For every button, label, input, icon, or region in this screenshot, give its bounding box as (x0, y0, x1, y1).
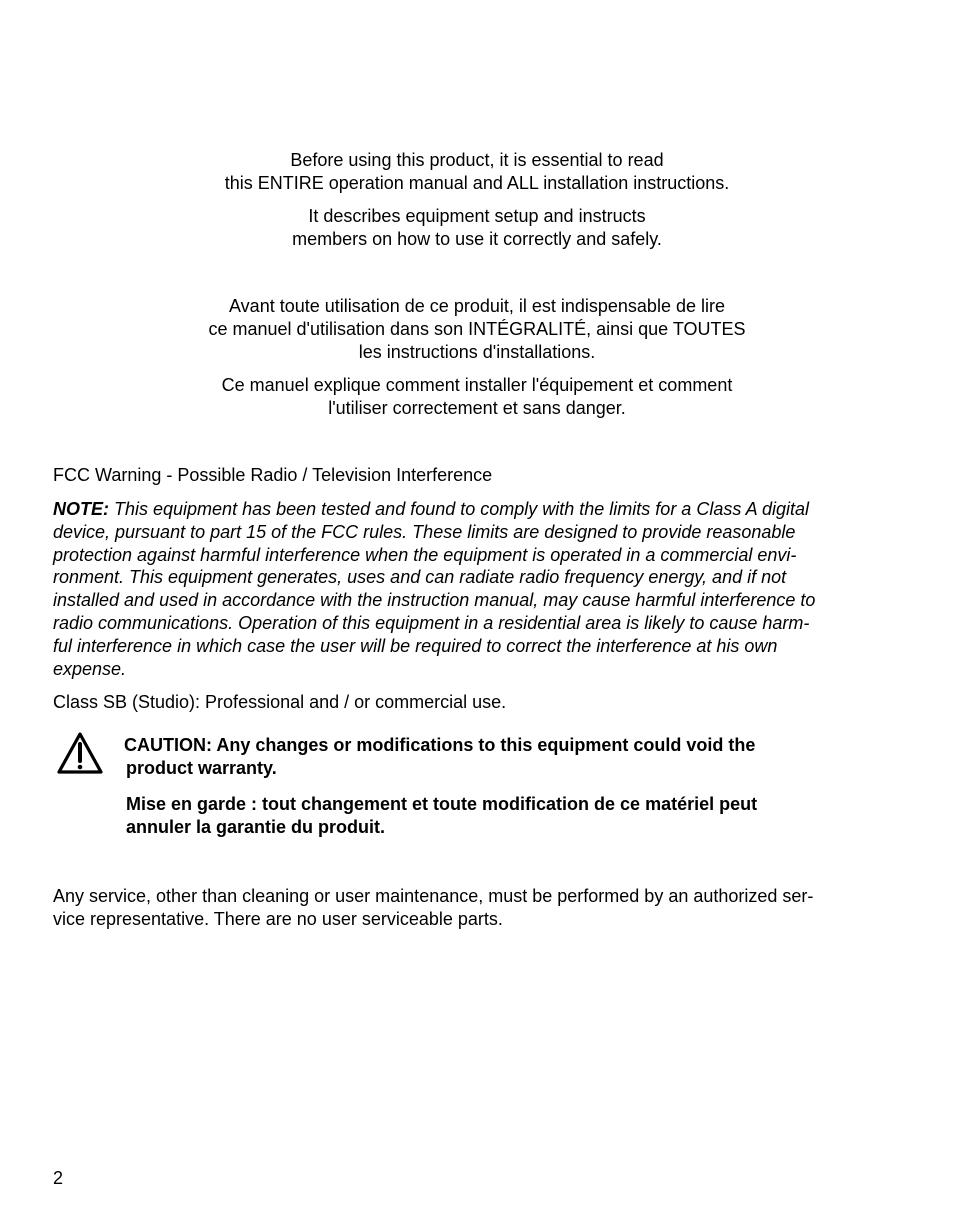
caution-english (124, 734, 824, 780)
fcc-note-line-8: expense. (53, 658, 127, 679)
intro-french-2 (0, 374, 954, 420)
intro-fr-line-3: les instructions d'installations. (358, 342, 596, 362)
fcc-note-line-7: ful interference in which case the user will be required to correct the interference at his own (53, 635, 778, 656)
class-text: Class SB (Studio): Professional and / or commercial use. (53, 692, 507, 712)
fcc-note (53, 498, 893, 680)
class-statement (53, 691, 873, 714)
service-notice (53, 885, 893, 931)
intro-en-line-2: this ENTIRE operation manual and ALL installation instructions. (224, 173, 730, 193)
fcc-heading-text: FCC Warning - Possible Radio / Television Interference (53, 465, 493, 485)
intro-en-line-1: Before using this product, it is essential to read (290, 150, 664, 170)
fcc-note-line-1 (53, 498, 893, 521)
intro-fr-line-2: ce manuel d'utilisation dans son INTÉGRALITÉ, ainsi que TOUTES (208, 319, 746, 339)
intro-fr-line-5: l'utiliser correctement et sans danger. (328, 398, 626, 418)
caution-en-line-2: product warranty. (126, 758, 277, 778)
fcc-note-line-3: protection against harmful interference when the equipment is operated in a commercial envi- (53, 544, 797, 565)
page-number: 2 (53, 1168, 64, 1188)
fcc-note-line-6: radio communications. Operation of this equipment in a residential area is likely to cause harm- (53, 612, 810, 633)
fcc-heading (53, 464, 873, 487)
intro-fr-line-1: Avant toute utilisation de ce produit, il est indispensable de lire (229, 296, 725, 316)
intro-en-line-4: members on how to use it correctly and safely. (292, 229, 662, 249)
caution-fr-line-1: Mise en garde : tout changement et toute modification de ce matériel peut (126, 794, 758, 814)
caution-french (124, 793, 824, 839)
intro-en-line-3: It describes equipment setup and instructs (308, 206, 646, 226)
fcc-note-line-4: ronment. This equipment generates, uses and can radiate radio frequency energy, and if not (53, 567, 787, 588)
intro-english (0, 149, 954, 195)
caution-en-line-1: CAUTION: Any changes or modifications to this equipment could void the (124, 735, 756, 755)
fcc-note-line-2: device, pursuant to part 15 of the FCC rules. These limits are designed to provide reasonable (53, 521, 796, 542)
note-label: NOTE: (53, 499, 109, 519)
service-line-1: Any service, other than cleaning or user maintenance, must be performed by an authorized ser- (53, 886, 814, 906)
intro-french (0, 295, 954, 364)
intro-english-2 (0, 205, 954, 251)
note-line-1-text: This equipment has been tested and found to comply with the limits for a Class A digital (109, 499, 810, 519)
caution-fr-line-2: annuler la garantie du produit. (126, 817, 386, 837)
fcc-note-line-5: installed and used in accordance with the instruction manual, may cause harmful interference to (53, 590, 816, 611)
warning-triangle-icon (56, 731, 104, 775)
intro-fr-line-4: Ce manuel explique comment installer l'équipement et comment (221, 375, 733, 395)
service-line-2: vice representative. There are no user serviceable parts. (53, 908, 503, 929)
